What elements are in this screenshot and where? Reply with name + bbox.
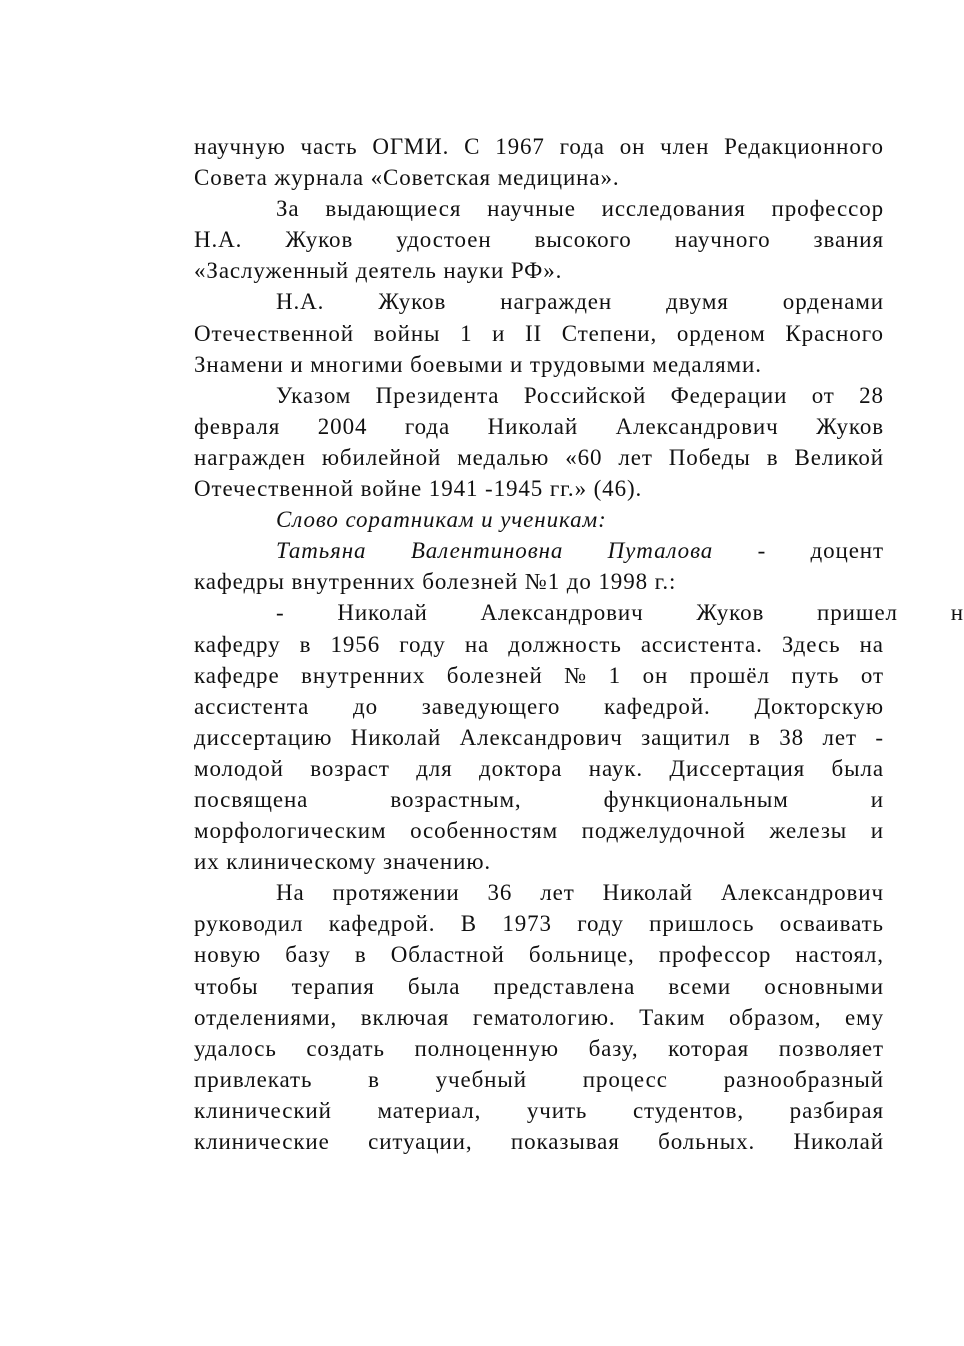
text-word: и xyxy=(870,818,884,844)
text-word: базу, xyxy=(588,1035,639,1061)
text-word: функциональным xyxy=(603,786,789,812)
text-word: Александрович xyxy=(480,600,644,626)
text-word: Жуков xyxy=(378,289,447,315)
text-line xyxy=(194,1002,884,1033)
text-line xyxy=(194,318,884,349)
text-word: высокого xyxy=(534,227,632,253)
text-word: ассистента. xyxy=(640,631,763,657)
text-line xyxy=(194,597,964,628)
text-word: пришел xyxy=(817,600,898,626)
text-word: он xyxy=(619,134,646,159)
text-word: кафедрой. xyxy=(328,911,436,937)
text-word: кафедру xyxy=(194,631,281,657)
text-word: была xyxy=(407,973,461,999)
text-word: учить xyxy=(526,1097,588,1123)
text-word: № xyxy=(564,662,588,688)
text-word: звания xyxy=(813,227,884,253)
text-word: 2004 xyxy=(317,413,368,439)
text-word: Жуков xyxy=(816,413,884,439)
text-line xyxy=(194,193,884,224)
text-word: полноценную xyxy=(414,1035,559,1061)
text-line xyxy=(194,535,884,566)
text-word: внутренних xyxy=(301,662,426,688)
text-word: удалось xyxy=(194,1035,277,1061)
text-word: доктора xyxy=(479,755,563,781)
text-word: пришлось xyxy=(649,911,755,937)
text-word: 36 xyxy=(487,880,513,906)
text-word: 38 xyxy=(779,724,805,750)
text-word: материал, xyxy=(377,1097,482,1123)
text-word: двумя xyxy=(666,289,729,315)
text-word: «60 xyxy=(565,444,603,470)
text-word: года xyxy=(559,134,605,159)
text-word: на xyxy=(859,631,884,657)
text-word: году xyxy=(577,911,624,937)
text-word: 1 xyxy=(460,320,473,346)
text-word: студентов, xyxy=(632,1097,745,1123)
text-word: Докторскую xyxy=(754,693,884,719)
text-word: ему xyxy=(845,1004,884,1030)
text-word: терапия xyxy=(291,973,375,999)
text-word: болезней xyxy=(446,662,543,688)
text-line xyxy=(194,1095,884,1126)
text-word: создать xyxy=(306,1035,385,1061)
text-word: в xyxy=(354,942,367,968)
text-line xyxy=(194,691,884,722)
text-word: награжден xyxy=(500,289,613,315)
text-word: образом, xyxy=(729,1004,822,1030)
text-word: Николай xyxy=(337,600,428,626)
text-word: Александрович xyxy=(720,880,884,906)
text-line xyxy=(194,224,884,255)
text-line: Слово соратникам и ученикам: xyxy=(276,507,607,533)
text-word: профессор xyxy=(771,196,884,222)
text-word: - xyxy=(276,600,285,626)
text-word: орденом xyxy=(676,320,766,346)
document-body-text xyxy=(194,131,964,1157)
text-word: должность xyxy=(508,631,622,657)
text-line xyxy=(194,784,884,815)
text-word: Таким xyxy=(639,1004,706,1030)
text-word: научного xyxy=(674,227,771,253)
text-word: он xyxy=(642,662,669,688)
text-line xyxy=(194,286,884,317)
text-word: защитил xyxy=(641,724,731,750)
text-word: лет xyxy=(540,880,575,906)
text-word: и xyxy=(870,786,884,812)
text-word: 1973 xyxy=(502,911,552,937)
text-word: привлекать xyxy=(194,1066,313,1092)
text-word: научные xyxy=(487,196,576,222)
text-word: всеми xyxy=(668,973,732,999)
text-word: году xyxy=(399,631,446,657)
text-word: II xyxy=(525,320,543,346)
text-word: Победы xyxy=(668,444,751,470)
text-word: морфологическим xyxy=(194,818,387,844)
text-word: 1956 xyxy=(330,631,381,657)
text-word: кафедре xyxy=(194,662,280,688)
text-word: февраля xyxy=(194,413,281,439)
text-word: от xyxy=(811,382,835,408)
text-line xyxy=(194,908,884,939)
text-word: ассистента xyxy=(194,693,310,719)
text-word: в xyxy=(299,631,312,657)
text-word: орденами xyxy=(782,289,884,315)
text-word: путь xyxy=(791,662,840,688)
text-word: в xyxy=(368,1066,380,1092)
text-word: Российской xyxy=(523,382,647,408)
text-word: процесс xyxy=(582,1066,668,1092)
text-word: учебный xyxy=(435,1066,527,1092)
text-word: позволяет xyxy=(778,1035,884,1061)
text-line xyxy=(194,660,884,691)
text-word: Федерации xyxy=(670,382,788,408)
text-word: до xyxy=(353,693,379,719)
text-word: железы xyxy=(769,818,848,844)
text-word: руководил xyxy=(194,911,304,937)
text-line: «Заслуженный деятель науки РФ». xyxy=(194,258,563,284)
text-line xyxy=(194,753,884,784)
text-word: протяжении xyxy=(332,880,460,906)
text-line xyxy=(194,629,884,660)
text-word: наук. xyxy=(588,755,644,781)
text-word: больнице, xyxy=(528,942,635,968)
text-line: их клиническому значению. xyxy=(194,849,492,875)
text-word: Степени, xyxy=(561,320,658,346)
text-word: 1967 xyxy=(495,134,545,159)
text-line xyxy=(194,971,884,1002)
text-word: - xyxy=(757,538,767,564)
text-word: клинические xyxy=(194,1129,330,1154)
text-line: кафедры внутренних болезней №1 до 1998 г.: xyxy=(194,569,677,595)
text-word: осваивать xyxy=(779,911,884,937)
text-word: Николай xyxy=(793,1129,884,1154)
text-line xyxy=(194,939,884,970)
text-word: новую xyxy=(194,942,262,968)
text-word: разбирая xyxy=(789,1097,884,1123)
text-word: больных. xyxy=(658,1129,756,1154)
text-word: лет xyxy=(822,724,857,750)
text-word: В xyxy=(460,911,477,937)
text-line xyxy=(194,131,884,162)
text-word: диссертацию xyxy=(194,724,333,750)
text-word: Красного xyxy=(785,320,884,346)
text-word: для xyxy=(416,755,453,781)
text-word: н xyxy=(950,600,964,626)
text-word: разнообразный xyxy=(723,1066,884,1092)
text-word: За xyxy=(276,196,300,222)
text-word: Николай xyxy=(350,724,442,750)
text-word: юбилейной xyxy=(321,444,442,470)
text-word: заведующего xyxy=(421,693,561,719)
text-word: поджелудочной xyxy=(581,818,746,844)
text-word: Александрович xyxy=(615,413,779,439)
text-word: Великой xyxy=(794,444,884,470)
text-word: была xyxy=(831,755,884,781)
text-word: награжден xyxy=(194,444,306,470)
text-word: от xyxy=(860,662,884,688)
text-word: выдающиеся xyxy=(325,196,462,222)
text-word: член xyxy=(660,134,710,159)
text-word: настоял, xyxy=(795,942,884,968)
text-word: научную xyxy=(194,134,286,159)
text-word: чтобы xyxy=(194,973,259,999)
text-word: возрастным, xyxy=(390,786,522,812)
text-line xyxy=(194,442,884,473)
text-word: молодой xyxy=(194,755,284,781)
text-word: Н.А. xyxy=(276,289,325,315)
text-word: Президента xyxy=(375,382,500,408)
text-word: лет xyxy=(618,444,653,470)
text-word: Жуков xyxy=(285,227,354,253)
text-word: Отечественной xyxy=(194,320,354,346)
text-word: возраст xyxy=(310,755,390,781)
text-word: исследования xyxy=(601,196,746,222)
text-word: 28 xyxy=(859,382,884,408)
text-word: которая xyxy=(668,1035,750,1061)
text-line xyxy=(194,815,884,846)
text-word: На xyxy=(276,880,305,906)
text-word: гематологию. xyxy=(472,1004,616,1030)
text-word: медалью xyxy=(457,444,550,470)
text-word: - xyxy=(875,724,884,750)
text-line xyxy=(194,1064,884,1095)
text-word: и xyxy=(492,320,506,346)
text-word: показывая xyxy=(510,1129,620,1154)
text-word: Путалова xyxy=(607,538,714,564)
text-word: Валентиновна xyxy=(410,538,564,564)
text-word: включая xyxy=(360,1004,450,1030)
text-line xyxy=(194,1126,884,1157)
text-word: на xyxy=(464,631,490,657)
text-word: удостоен xyxy=(396,227,492,253)
text-word: ситуации, xyxy=(368,1129,473,1154)
text-word: базу xyxy=(285,942,331,968)
text-word: Диссертация xyxy=(669,755,806,781)
text-word: Жуков xyxy=(696,600,765,626)
text-word: Н.А. xyxy=(194,227,243,253)
text-word: Здесь xyxy=(781,631,841,657)
text-line: Отечественной войне 1941 -1945 гг.» (46). xyxy=(194,476,643,502)
text-word: основными xyxy=(764,973,884,999)
text-word: прошёл xyxy=(689,662,770,688)
text-word: Николай xyxy=(487,413,579,439)
text-word: Областной xyxy=(390,942,505,968)
text-word: С xyxy=(464,134,481,159)
text-word: профессор xyxy=(658,942,772,968)
text-word: представлена xyxy=(493,973,636,999)
text-line xyxy=(194,722,884,753)
text-word: Редакционного xyxy=(724,134,884,159)
text-word: года xyxy=(404,413,451,439)
text-word: кафедрой. xyxy=(603,693,711,719)
text-word: посвящена xyxy=(194,786,309,812)
text-word: в xyxy=(749,724,761,750)
text-line xyxy=(194,380,884,411)
text-word: Татьяна xyxy=(276,538,367,564)
text-word: войны xyxy=(373,320,441,346)
text-word: доцент xyxy=(810,538,884,564)
text-word: Александрович xyxy=(459,724,623,750)
text-word: часть xyxy=(300,134,358,159)
text-line: Совета журнала «Советская медицина». xyxy=(194,165,620,191)
text-word: 1 xyxy=(608,662,622,688)
text-line: Знамени и многими боевыми и трудовыми медалями. xyxy=(194,351,762,377)
text-word: в xyxy=(766,444,779,470)
text-line xyxy=(194,877,884,908)
text-line xyxy=(194,1033,884,1064)
text-word: Николай xyxy=(602,880,693,906)
text-word: отделениями, xyxy=(194,1004,338,1030)
text-word: Указом xyxy=(276,382,352,408)
text-word: ОГМИ. xyxy=(372,134,450,159)
text-word: клинический xyxy=(194,1097,332,1123)
text-line xyxy=(194,411,884,442)
text-word: особенностям xyxy=(410,818,559,844)
